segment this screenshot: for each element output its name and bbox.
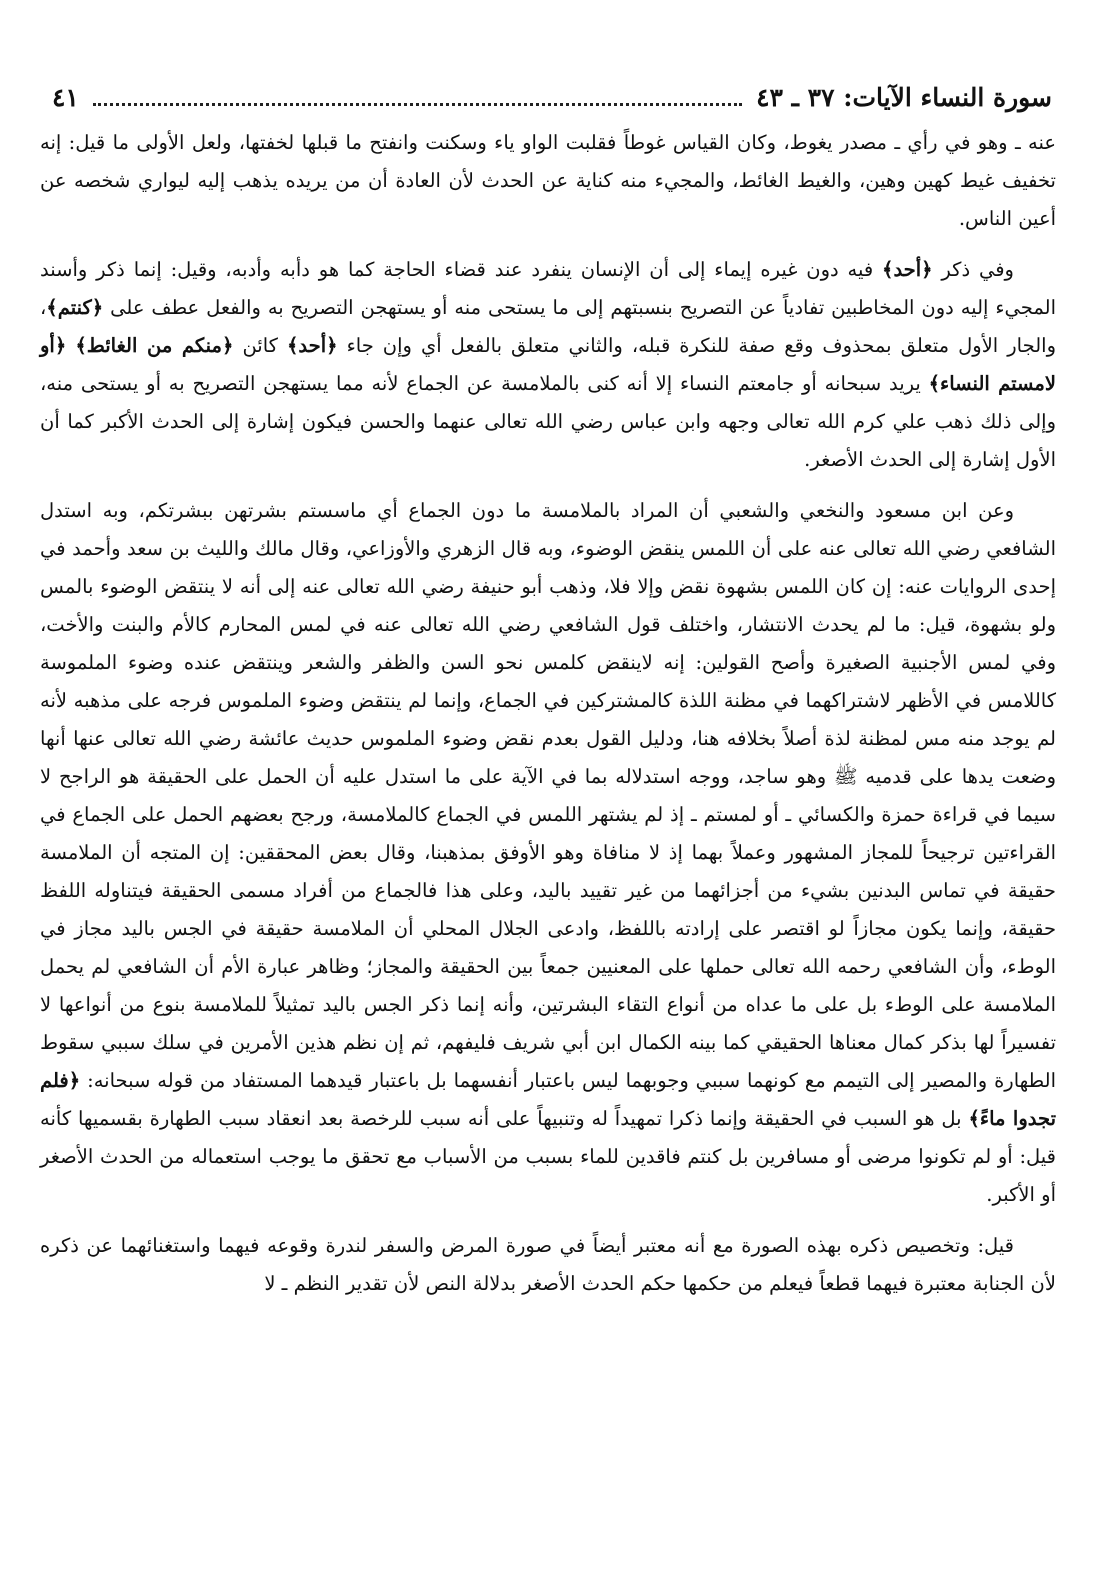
paragraph-text: عنه ـ وهو في رأي ـ مصدر يغوط، وكان القياس غوطاً فقلبت الواو ياء وسكنت وانفتح ما قبلها لخفتها، ولعل الأولى ما قيل: إنه تخفيف غيط كهين وهين، والغيط الغائط، والمجيء منه كناية عن الحدث لأن العادة أن من يريده يذهب إليه ليواري شخصه عن أعين الناس. [40,131,1056,230]
quran-quote: ﴿فلم تجدوا ماءً﴾ [40,1069,1057,1130]
quran-quote: ﴿أحد﴾ [286,334,338,357]
running-header [38,78,1058,118]
page-number: ٤١ [52,83,79,112]
quran-quote: ﴿أحد﴾ [882,258,933,281]
paragraph-text: يريد سبحانه أو جامعتم النساء إلا أنه كنى بالملامسة عن الجماع لأنه مما يستهجن التصريح به أو يستحى منه، وإلى ذلك ذهب علي كرم الله تعالى وجهه وابن عباس رضي الله تعالى عنهما والحسن فيكون إشارة إلى الحدث الأكبر كما أن الأول إشارة إلى الحدث الأصغر. [40,372,1056,471]
paragraph-3 [38,492,1058,1214]
book-page [38,78,1058,1303]
quran-quote: ﴿أو لامستم النساء﴾ [40,334,1056,395]
paragraph-1 [38,124,1058,238]
paragraph-text: فيه دون غيره إيماء إلى أن الإنسان ينفرد عند قضاء الحاجة كما هو دأبه وأدبه، وقيل: إنما ذكر وأسند المجيء إليه دون المخاطبين تفادياً عن التصريح بنسبتهم إلى ما يستحى منه أو يستهجن التصريح به والفعل عطف على [40,258,1056,319]
paragraph-4 [38,1227,1058,1303]
paragraph-text: قيل: وتخصيص ذكره بهذه الصورة مع أنه معتبر أيضاً في صورة المرض والسفر لندرة وقوعه فيهما واستغنائهما عن ذكره لأن الجنابة معتبرة فيهما قطعاً فيعلم من حكمها حكم الحدث الأصغر بدلالة النص لأن تقدير النظم ـ لا [40,1234,1056,1295]
surah-verse-title: سورة النساء الآيات: ٣٧ ـ ٤٣ [756,83,1052,112]
quran-quote: ﴿كنتم﴾ [46,296,104,319]
paragraph-text: كائن [233,334,287,357]
leader-dots [93,103,742,106]
paragraph-text: بل هو السبب في الحقيقة وإنما ذكرا تمهيداً له وتنبيهاً على أنه سبب للرخصة بعد انعقاد سبب الطهارة بقسميها كأنه قيل: أو لم تكونوا مرضى أو مسافرين بل كنتم فاقدين للماء بسبب من الأسباب مع تحقق ما يوجب استعماله من الحدث الأصغر أو الأكبر. [40,1107,1056,1206]
paragraph-text: وفي ذكر [932,258,1014,281]
quran-quote: ﴿منكم من الغائط﴾ [75,334,234,357]
paragraph-text [66,334,75,357]
paragraph-text: ، والجار الأول متعلق بمحذوف وقع صفة للنكرة قبله، والثاني متعلق بالفعل أي وإن جاء [40,296,1056,357]
paragraph-2 [38,251,1058,479]
paragraph-text: وعن ابن مسعود والنخعي والشعبي أن المراد بالملامسة ما دون الجماع أي ماسستم بشرتهن ببشرتكم، وبه استدل الشافعي رضي الله تعالى عنه على أن اللمس ينقض الوضوء، وبه قال الزهري والأوزاعي، وقال مالك والليث بن سعد وأحمد في إحدى الروايات عنه: إن كان اللمس بشهوة نقض وإلا فلا، وذهب أبو حنيفة رضي الله تعالى عنه إلى أنه لا ينتقض الوضوء بالمس ولو بشهوة، قيل: ما لم يحدث الانتشار، واختلف قول الشافعي رضي الله تعالى عنه في لمس المحارم كالأم والبنت والأخت، وفي لمس الأجنبية الصغيرة وأصح القولين: إنه لاينقض كلمس نحو السن والظفر والشعر وينتقض عنده وضوء الملموسة كاللامس في الأظهر لاشتراكهما في مظنة اللذة كالمشتركين في الجماع، وإنما لم ينتقض وضوء الملموس فرجه على مذهبه لأنه لم يوجد منه مس لمظنة لذة أصلاً بخلافه هنا، ودليل القول بعدم نقض وضوء الملموس حديث عائشة رضي الله تعالى عنها أنها وضعت يدها على قدميه ﷺ وهو ساجد، ووجه استدلاله بما في الآية على ما استدل عليه أن الحمل على الحقيقة هو الراجح لا سيما في قراءة حمزة والكسائي ـ أو لمستم ـ إذ لم يشتهر اللمس في الجماع كالملامسة، ورجح بعضهم الحمل على الجماع في القراءتين ترجيحاً للمجاز المشهور وعملاً بهما إذ لا منافاة وهو الأوفق بمذهبنا، وقال بعض المحققين: إن المتجه أن الملامسة حقيقة في تماس البدنين بشيء من أجزائهما من غير تقييد باليد، وعلى هذا فالجماع من أفراد مسمى الحقيقة فيتناوله اللفظ حقيقة، وإنما يكون مجازاً لو اقتصر على إرادته باللفظ، وادعى الجلال المحلي أن الملامسة حقيقة في الجس باليد مجاز في الوطء، وأن الشافعي رحمه الله تعالى حملها على المعنيين جمعاً بين الحقيقة والمجاز؛ وظاهر عبارة الأم أن الشافعي لم يحمل الملامسة على الوطء بل على ما عداه من أنواع التقاء البشرتين، وأنه إنما ذكر الجس باليد تمثيلاً للملامسة بنوع من أنواعها لا تفسيراً لها بذكر كمال معناها الحقيقي كما بينه الكمال ابن أبي شريف فليفهم، ثم إن نظم هذين الأمرين في سلك سببي سقوط الطهارة والمصير إلى التيمم مع كونهما سببي وجوبهما ليس باعتبار أنفسهما بل باعتبار قيدهما المستفاد من قوله سبحانه: [40,499,1056,1092]
